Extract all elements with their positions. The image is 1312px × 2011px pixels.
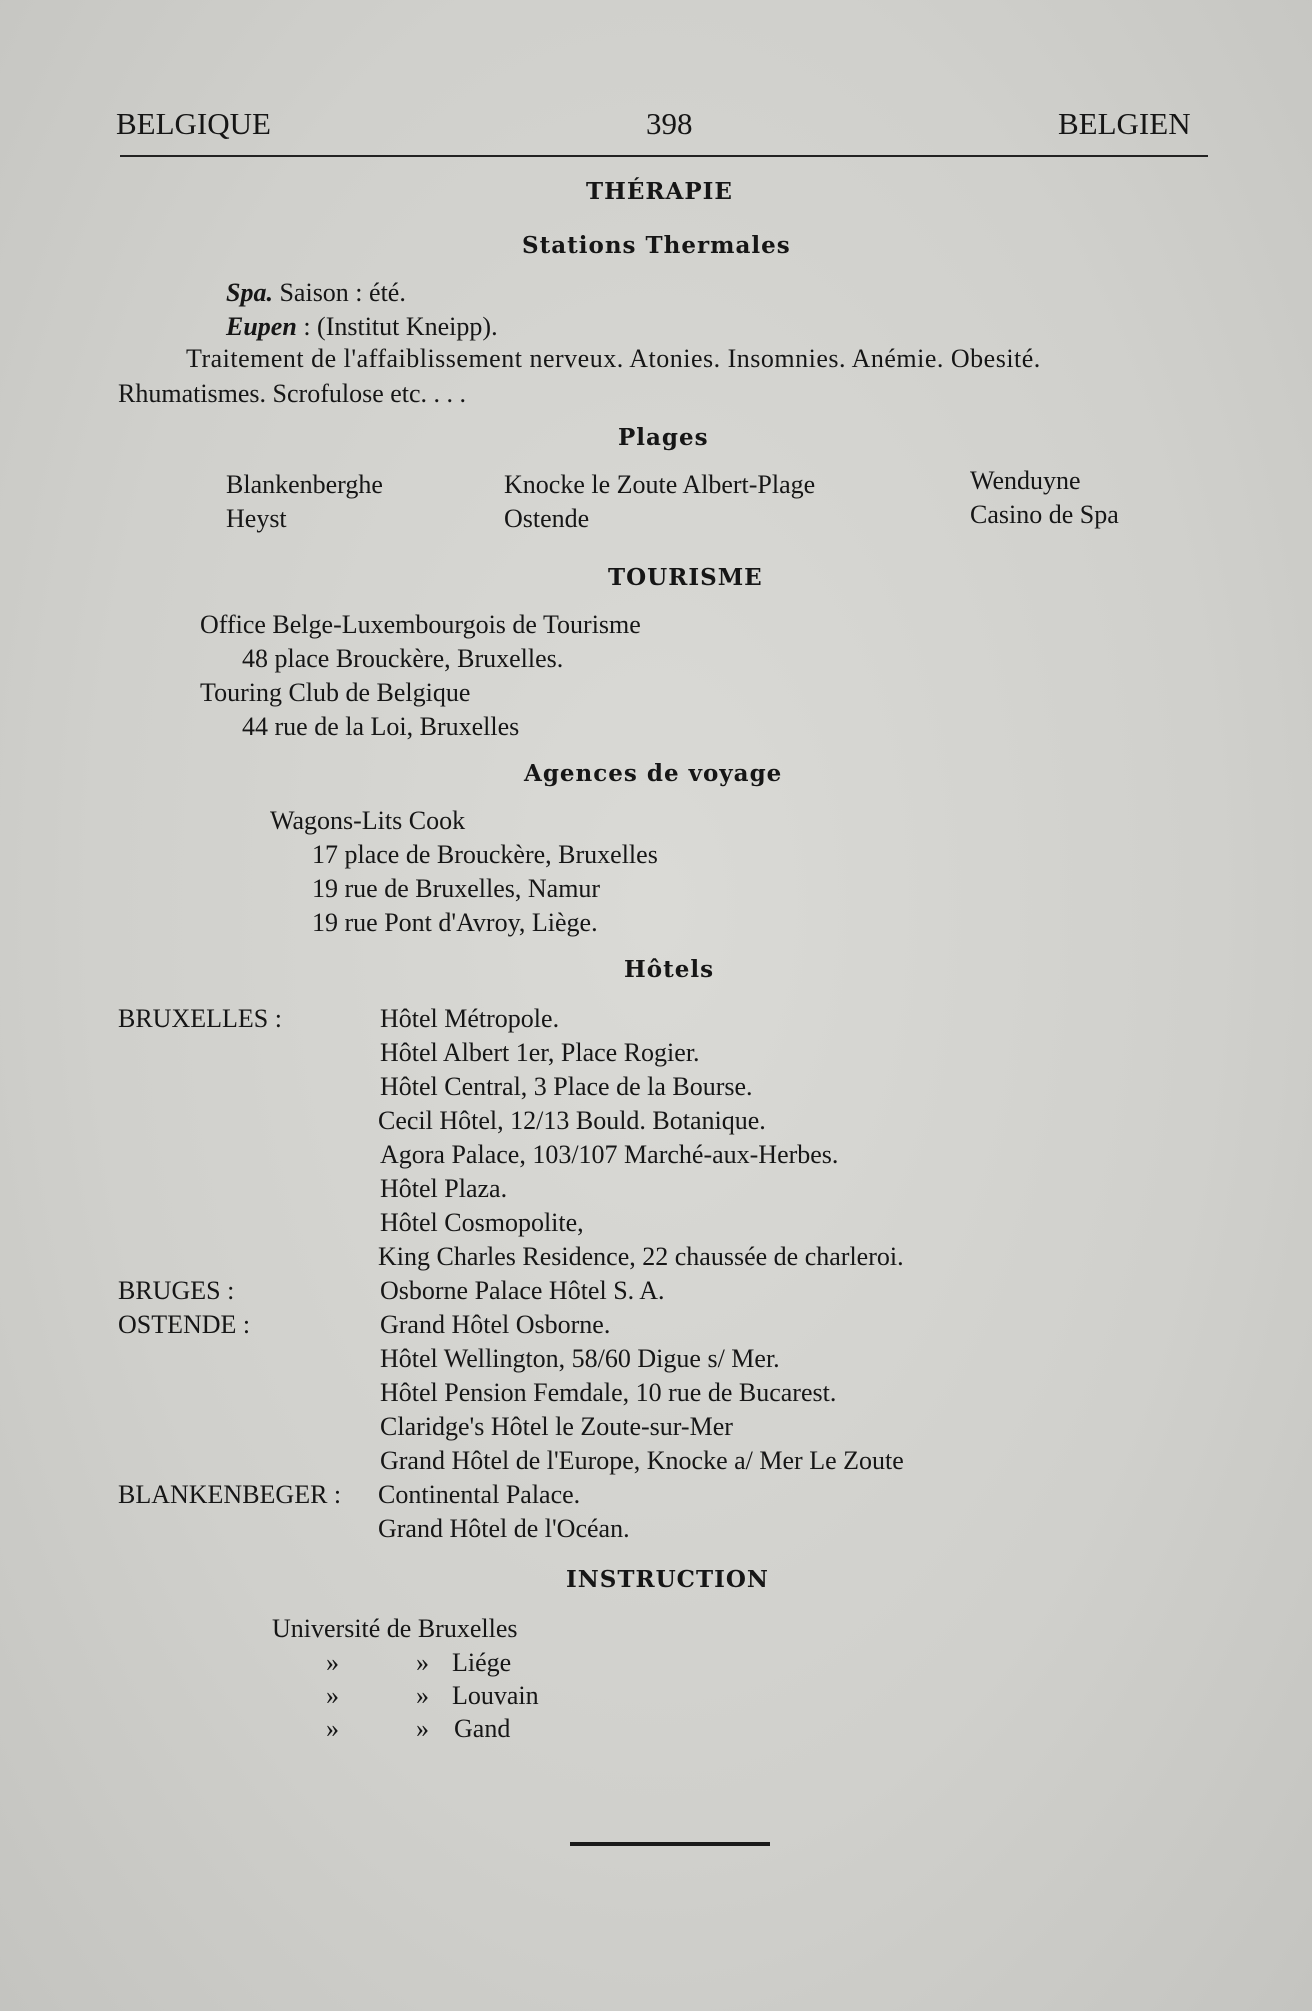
- hotel-entry: Hôtel Albert 1er, Place Rogier.: [380, 1038, 700, 1067]
- ditto-mark: »: [326, 1714, 339, 1743]
- tourisme-office: Office Belge-Luxembourgois de Tourisme: [200, 610, 641, 639]
- hotel-entry: Agora Palace, 103/107 Marché-aux-Herbes.: [380, 1140, 839, 1169]
- plage-wenduyne: Wenduyne: [970, 466, 1081, 495]
- hotel-entry: Grand Hôtel Osborne.: [380, 1310, 611, 1339]
- agence-address-bruxelles: 17 place de Brouckère, Bruxelles: [312, 840, 658, 869]
- eupen-line: [226, 312, 498, 342]
- subsection-title-plages: Plages: [618, 424, 709, 451]
- plage-ostende: Ostende: [504, 504, 590, 533]
- hotel-entry: Claridge's Hôtel le Zoute-sur-Mer: [380, 1412, 733, 1441]
- ditto-mark: »: [326, 1681, 339, 1710]
- agence-address-liege: 19 rue Pont d'Avroy, Liège.: [312, 908, 598, 937]
- agence-address-namur: 19 rue de Bruxelles, Namur: [312, 874, 601, 903]
- university-louvain: Louvain: [452, 1681, 539, 1710]
- plage-blankenberghe: Blankenberghe: [226, 470, 383, 499]
- city-ostende: OSTENDE :: [118, 1310, 251, 1339]
- hotel-entry: Hôtel Cosmopolite,: [380, 1208, 584, 1237]
- hotel-entry: Hôtel Métropole.: [380, 1004, 560, 1033]
- spa-name: Spa.: [226, 278, 273, 307]
- tourisme-office-address: 48 place Brouckère, Bruxelles.: [242, 644, 564, 673]
- header-country-fr: BELGIQUE: [116, 106, 271, 141]
- eupen-institute: : (Institut Kneipp).: [303, 312, 498, 341]
- plage-heyst: Heyst: [226, 504, 287, 533]
- city-blankenberge: BLANKENBEGER :: [118, 1480, 342, 1509]
- subsection-title-agences: Agences de voyage: [524, 760, 783, 787]
- city-bruges: BRUGES :: [118, 1276, 235, 1305]
- ditto-mark: »: [326, 1648, 339, 1677]
- hotel-entry: Continental Palace.: [378, 1480, 581, 1509]
- end-rule: [570, 1842, 770, 1846]
- university-liege: Liége: [452, 1648, 512, 1677]
- subsection-title-hotels: Hôtels: [624, 956, 715, 983]
- section-title-therapie: THÉRAPIE: [586, 178, 733, 205]
- tourisme-touring-address: 44 rue de la Loi, Bruxelles: [242, 712, 520, 741]
- university-gand: Gand: [454, 1714, 511, 1743]
- ditto-mark: »: [416, 1648, 429, 1677]
- hotel-entry: Cecil Hôtel, 12/13 Bould. Botanique.: [378, 1106, 766, 1135]
- plage-casino-de-spa: Casino de Spa: [970, 500, 1119, 529]
- page-number: 398: [646, 106, 693, 141]
- city-bruxelles: BRUXELLES :: [118, 1004, 282, 1033]
- ditto-mark: »: [416, 1714, 429, 1743]
- eupen-name: Eupen: [226, 312, 297, 341]
- hotel-entry: Hôtel Central, 3 Place de la Bourse.: [380, 1072, 753, 1101]
- hotel-entry: Osborne Palace Hôtel S. A.: [380, 1276, 665, 1305]
- tourisme-touring-club: Touring Club de Belgique: [200, 678, 471, 707]
- header-rule: [120, 155, 1208, 157]
- hotel-entry: Hôtel Plaza.: [380, 1174, 508, 1203]
- section-title-tourisme: TOURISME: [608, 564, 763, 591]
- header-country-de: BELGIEN: [1058, 106, 1191, 141]
- plage-knocke: Knocke le Zoute Albert-Plage: [504, 470, 816, 499]
- agence-wagons-lits: Wagons-Lits Cook: [270, 806, 466, 835]
- treatment-line-1: Traitement de l'affaiblissement nerveux. Atonies. Insomnies. Anémie. Obesité.: [186, 344, 1041, 373]
- spa-season: Saison : été.: [279, 278, 406, 307]
- hotel-entry: Hôtel Pension Femdale, 10 rue de Bucarest.: [380, 1378, 837, 1407]
- section-title-instruction: INSTRUCTION: [566, 1566, 769, 1593]
- hotel-entry: Hôtel Wellington, 58/60 Digue s/ Mer.: [380, 1344, 780, 1373]
- hotel-entry: Grand Hôtel de l'Europe, Knocke a/ Mer Le Zoute: [380, 1446, 904, 1475]
- subsection-title-stations-thermales: Stations Thermales: [522, 232, 791, 259]
- hotel-entry: King Charles Residence, 22 chaussée de charleroi.: [378, 1242, 904, 1271]
- ditto-mark: »: [416, 1681, 429, 1710]
- spa-line: [226, 278, 406, 308]
- university-bruxelles: Université de Bruxelles: [272, 1614, 518, 1643]
- hotel-entry: Grand Hôtel de l'Océan.: [378, 1514, 630, 1543]
- treatment-line-2: Rhumatismes. Scrofulose etc. . . .: [118, 379, 467, 408]
